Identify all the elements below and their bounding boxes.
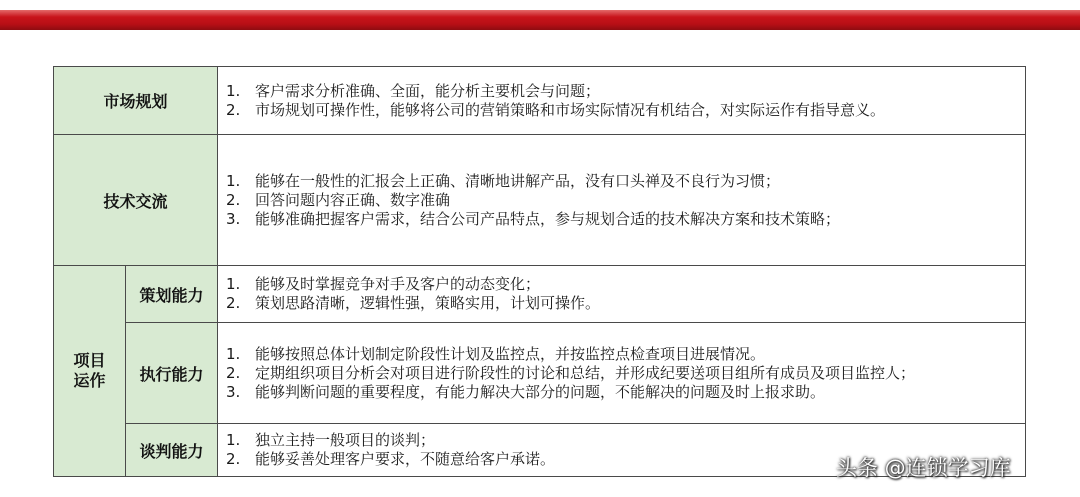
table-row [54,266,1026,323]
list-item: 2. 回答问题内容正确、数字准确 [226,190,451,209]
sub-content-execution-ability [218,323,1026,424]
list-item: 2. 市场规划可操作性，能够将公司的营销策略和市场实际情况有机结合，对实际运作有指导意义。 [226,100,886,119]
table-row [54,67,1026,135]
row-label-market-planning: 市场规划 [54,67,218,135]
list-item: 1. 能够在一般性的汇报会上正确、清晰地讲解产品，没有口头禅及不良行为习惯； [226,171,781,190]
watermark-text: 头条 @连锁学习库 [836,456,1011,480]
list-item: 1. 独立主持一般项目的谈判； [226,431,436,449]
list-item: 3. 能够准确把握客户需求，结合公司产品特点，参与规划合适的技术解决方案和技术策略； [226,209,841,228]
list-item: 2. 策划思路清晰，逻辑性强，策略实用，计划可操作。 [226,294,601,312]
list-item: 1. 能够及时掌握竞争对手及客户的动态变化； [226,275,541,293]
sub-label-planning-ability: 策划能力 [126,266,218,323]
list-item: 2. 能够妥善处理客户要求，不随意给客户承诺。 [226,450,556,468]
row-content-tech-exchange [218,135,1026,266]
sub-label-negotiation-ability: 谈判能力 [126,424,218,477]
list-item: 3. 能够判断问题的重要程度，有能力解决大部分的问题，不能解决的问题及时上报求助。 [226,382,826,401]
competency-table [53,66,1026,477]
list-item: 1. 能够按照总体计划制定阶段性计划及监控点，并按监控点检查项目进展情况。 [226,344,766,363]
list-item: 2. 定期组织项目分析会对项目进行阶段性的讨论和总结，并形成纪要送项目组所有成员及项目监控人； [226,363,916,382]
list-item: 1. 客户需求分析准确、全面，能分析主要机会与问题； [226,81,601,100]
row-label-project-operation: 项目 运作 [54,266,126,477]
sub-label-execution-ability: 执行能力 [126,323,218,424]
row-label-tech-exchange: 技术交流 [54,135,218,266]
table-row [54,323,1026,424]
table-row [54,135,1026,266]
top-red-banner [0,10,1080,30]
sub-content-planning-ability [218,266,1026,323]
row-content-market-planning [218,67,1026,135]
